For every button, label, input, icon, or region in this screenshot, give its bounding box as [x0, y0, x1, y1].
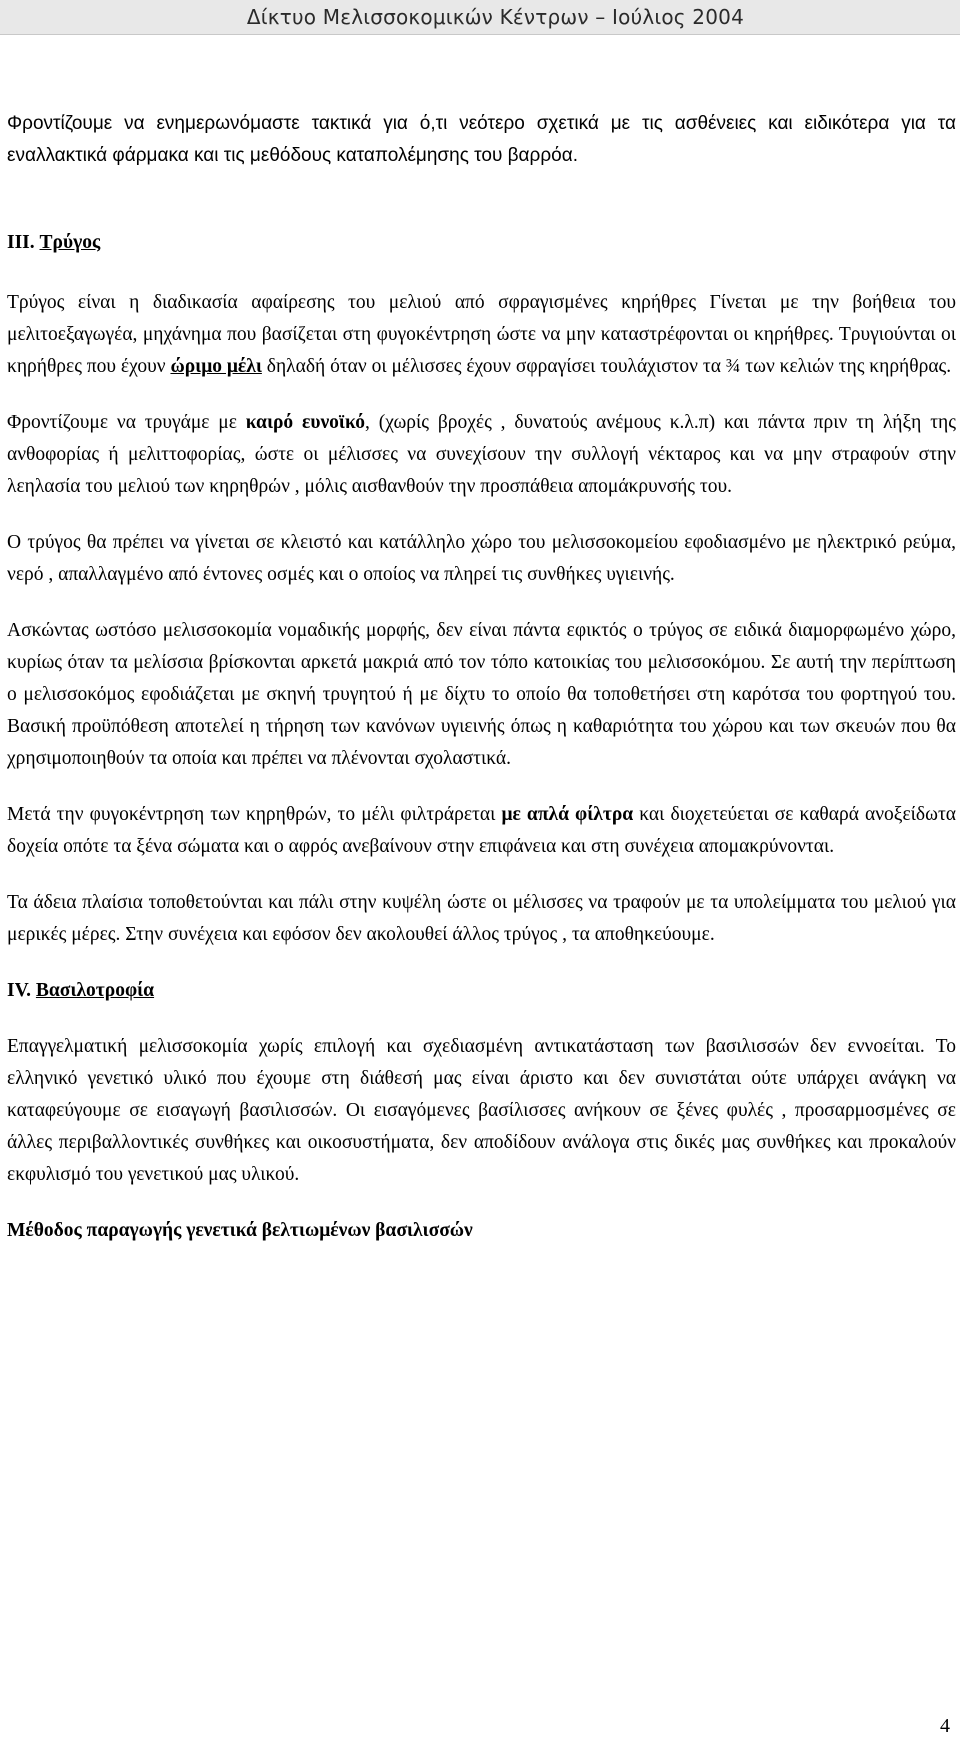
section-4-paragraph-1: Επαγγελματική μελισσοκομία χωρίς επιλογή και σχεδιασμένη αντικατάσταση των βασιλισσών δεν εννοείται. Το ελληνικό γενετικό υλικό που έχουμε στη διάθεσή μας είναι άριστο και δεν συνιστάται ούτε υπάρχει ανάγκη να καταφεύγουμε σε εισαγωγή βασιλισσών. Οι εισαγόμενες βασίλισσες ανήκουν σε ξένες φυλές , προσαρμοσμένες σε άλλες περιβαλλοντικές συνθήκες και οικοσυστήματα, δεν αποδίδουν ανάλογα στις δικές μας συνθήκες και προκαλούν εκφυλισμό του γενετικού μας υλικού. [7, 1036, 956, 1185]
text-run: Φροντίζουμε να τρυγάμε με [7, 412, 246, 433]
text-run: και διοχετεύεται σε καθαρά ανοξείδωτα δοχεία οπότε τα ξένα σώματα και ο αφρός ανεβαίνουν στην επιφάνεια και στη συνέχεια απομακρύνονται. [7, 804, 956, 857]
section-3-paragraph-2 [7, 407, 956, 503]
section-4-heading [7, 975, 956, 1007]
section-4-title: Βασιλοτροφία [35, 980, 155, 1001]
header-title: Δίκτυο Μελισσοκομικών Κέντρων – Ιούλιος 2004 [246, 5, 744, 29]
section-3-number: III. [7, 232, 35, 253]
text-run: Μετά την φυγοκέντρηση των κηρηθρών, το μέλι φιλτράρεται [7, 804, 502, 825]
emphasis-favourable-weather: καιρό ευνοϊκό [245, 412, 365, 433]
section-3-paragraph-5 [7, 799, 956, 863]
text-run: , (χωρίς βροχές , δυνατούς ανέμους κ.λ.π) και πάντα πριν τη λήξη της ανθοφορίας ή μελιττοφορίας, ώστε οι μέλισσες να συνεχίσουν την συλλογή νέκταρος και να μην στραφούν στην λεηλασία του μελιού των κηρηθρών , μόλις αισθανθούν την προσπάθεια απομάκρυνσής του. [7, 412, 956, 497]
page-number: 4 [940, 1715, 950, 1737]
page-header [0, 0, 960, 35]
emphasis-ripe-honey: ώριμο μέλι [170, 356, 262, 377]
section-3-paragraph-6: Τα άδεια πλαίσια τοποθετούνται και πάλι στην κυψέλη ώστε οι μέλισσες να τραφούν με τα υπολείμματα του μελιού για μερικές μέρες. Στην συνέχεια και εφόσον δεν ακολουθεί άλλος τρύγος , τα αποθηκεύουμε. [7, 892, 956, 945]
section-3-paragraph-1 [7, 287, 956, 383]
intro-paragraph: Φροντίζουμε να ενημερωνόμαστε τακτικά για ό,τι νεότερο σχετικά με τις ασθένειες και ειδικότερα για τα εναλλακτικά φάρμακα και τις μεθόδους καταπολέμησης του βαρρόα. [7, 113, 956, 166]
text-run: δηλαδή όταν οι μέλισσες έχουν σφραγίσει τουλάχιστον τα ¾ των κελιών της κηρήθρας. [261, 356, 952, 377]
section-3-heading [7, 227, 956, 259]
section-4-number: IV. [7, 980, 32, 1001]
text-run: Τρύγος είναι η διαδικασία αφαίρεσης του μελιού από σφραγισμένες κηρήθρες Γίνεται με την βοήθεια του μελιτοεξαγωγέα, μηχάνημα που βασίζεται στη φυγοκέντρηση ώστε να μην καταστρέφονται οι κηρήθρες. Τρυγιούνται οι κηρήθρες που έχουν [7, 292, 956, 377]
emphasis-simple-filters: με απλά φίλτρα [501, 804, 634, 825]
section-3-title: Τρύγος [39, 232, 101, 253]
document-body [7, 108, 956, 1247]
section-4-subheading: Μέθοδος παραγωγής γενετικά βελτιωμένων βασιλισσών [7, 1220, 473, 1241]
section-3-paragraph-3: Ο τρύγος θα πρέπει να γίνεται σε κλειστό και κατάλληλο χώρο του μελισσοκομείου εφοδιασμένο με ηλεκτρικό ρεύμα, νερό , απαλλαγμένο από έντονες οσμές και ο οποίος να πληρεί τις συνθήκες υγιεινής. [7, 532, 956, 585]
section-3-paragraph-4: Ασκώντας ωστόσο μελισσοκομία νομαδικής μορφής, δεν είναι πάντα εφικτός ο τρύγος σε ειδικά διαμορφωμένο χώρο, κυρίως όταν τα μελίσσια βρίσκονται αρκετά μακριά από τον τόπο κατοικίας του μελισσοκόμου. Σε αυτή την περίπτωση ο μελισσοκόμος εφοδιάζεται με σκηνή τρυγητού ή με δίχτυ το οποίο θα τοποθετήσει στη καρότσα του φορτηγού του. Βασική προϋπόθεση αποτελεί η τήρηση των κανόνων υγιεινής όπως η καθαριότητα του χώρου και των σκευών που θα χρησιμοποιηθούν τα οποία και πρέπει να πλένονται σχολαστικά. [7, 620, 956, 769]
